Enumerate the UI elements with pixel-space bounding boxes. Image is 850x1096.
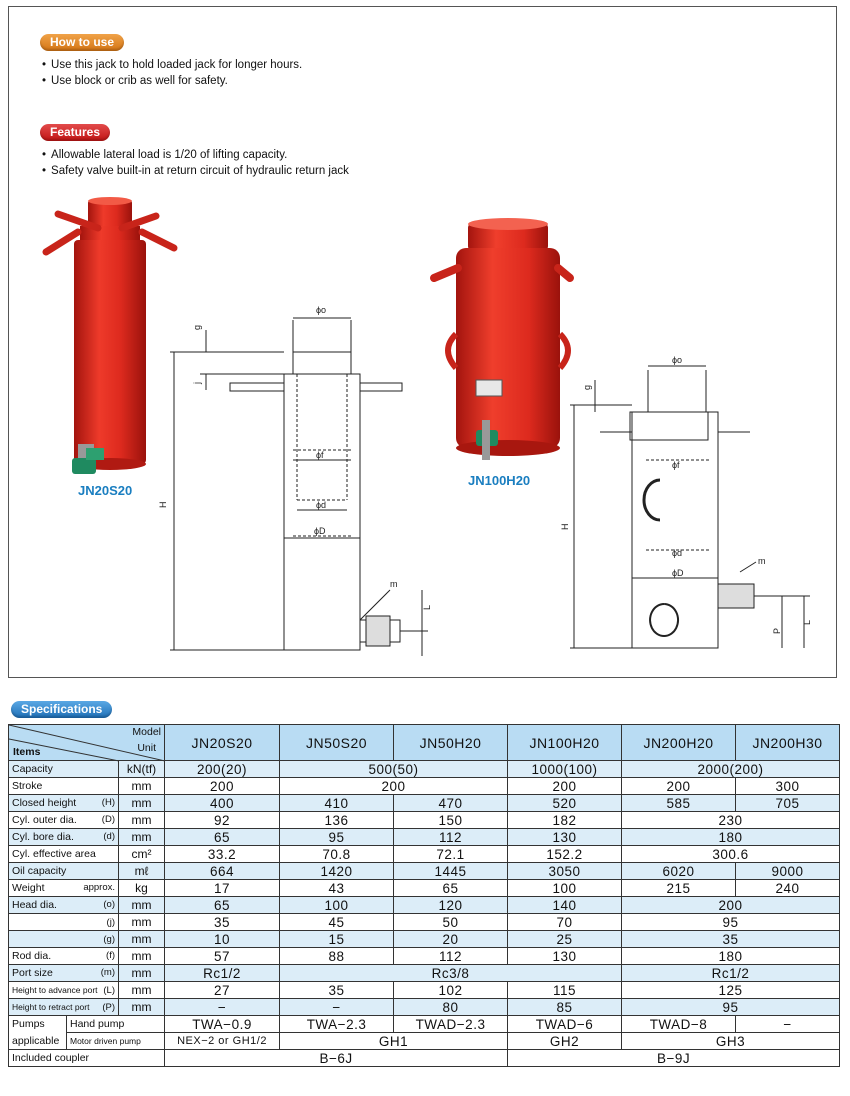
cell: 65 xyxy=(394,880,508,897)
table-row xyxy=(9,863,840,880)
table-row xyxy=(9,1033,840,1050)
cell: 95 xyxy=(280,829,394,846)
cell: 43 xyxy=(280,880,394,897)
cell: 585 xyxy=(622,795,736,812)
row-unit: mm xyxy=(119,999,165,1016)
cell: 35 xyxy=(280,982,394,999)
cell: 152.2 xyxy=(508,846,622,863)
cell: 80 xyxy=(394,999,508,1016)
cell: 3050 xyxy=(508,863,622,880)
cell: 25 xyxy=(508,931,622,948)
cell: 112 xyxy=(394,948,508,965)
cell: 300 xyxy=(736,778,840,795)
cell: 200 xyxy=(165,778,280,795)
model-header: JN200H20 xyxy=(622,725,736,761)
row-unit: mm xyxy=(119,897,165,914)
drawing-head xyxy=(293,352,351,374)
row-label: Pumps xyxy=(9,1016,67,1033)
corner-items-label: Items xyxy=(13,746,41,758)
row-unit: mm xyxy=(119,948,165,965)
cell: 112 xyxy=(394,829,508,846)
how-to-use-badge: How to use xyxy=(40,34,124,51)
table-row xyxy=(9,761,840,778)
features-item: • Safety valve built-in at return circuit of hydraulic return jack xyxy=(42,163,349,179)
cell: 200 xyxy=(622,897,840,914)
cell: 45 xyxy=(280,914,394,931)
row-unit: mm xyxy=(119,778,165,795)
cell: 27 xyxy=(165,982,280,999)
cell: 15 xyxy=(280,931,394,948)
cell: 215 xyxy=(622,880,736,897)
cell: 300.6 xyxy=(622,846,840,863)
cell: 1445 xyxy=(394,863,508,880)
cell: 6020 xyxy=(622,863,736,880)
cell: − xyxy=(280,999,394,1016)
table-row xyxy=(9,846,840,863)
row-label: Port size (m) xyxy=(9,965,119,982)
cell: 9000 xyxy=(736,863,840,880)
cell: 130 xyxy=(508,948,622,965)
row-label: Oil capacity xyxy=(9,863,119,880)
row-label: Included coupler xyxy=(9,1050,165,1067)
row-label: Cyl. effective area xyxy=(9,846,119,863)
row-sublabel: Motor driven pump xyxy=(67,1033,165,1050)
cell: 92 xyxy=(165,812,280,829)
cell: 35 xyxy=(622,931,840,948)
cell: 102 xyxy=(394,982,508,999)
cell: 57 xyxy=(165,948,280,965)
row-label: (g) xyxy=(9,931,119,948)
row-unit: mℓ xyxy=(119,863,165,880)
table-row xyxy=(9,897,840,914)
label2-L: L xyxy=(802,619,812,625)
label2-phi-d: ϕd xyxy=(672,548,683,558)
label2-phi-f: ϕf xyxy=(672,460,680,470)
cell: 180 xyxy=(622,948,840,965)
label2-H: H xyxy=(560,523,570,530)
row-label: Stroke xyxy=(9,778,119,795)
cell: 20 xyxy=(394,931,508,948)
cell: 400 xyxy=(165,795,280,812)
how-to-use-item: • Use block or crib as well for safety. xyxy=(42,73,302,89)
table-row xyxy=(9,829,840,846)
row-label: Cyl. bore dia. (d) xyxy=(9,829,119,846)
table-row xyxy=(9,795,840,812)
model-header: JN50H20 xyxy=(394,725,508,761)
label2-m: m xyxy=(758,556,766,566)
cell: 200(20) xyxy=(165,761,280,778)
cell: Rc3/8 xyxy=(280,965,622,982)
table-row xyxy=(9,1050,840,1067)
row-unit: mm xyxy=(119,982,165,999)
row-unit: mm xyxy=(119,914,165,931)
model-header: JN200H30 xyxy=(736,725,840,761)
cell: 88 xyxy=(280,948,394,965)
how-to-use-item: • Use this jack to hold loaded jack for longer hours. xyxy=(42,57,302,73)
cell: 705 xyxy=(736,795,840,812)
row-label: Height to retract port (P) xyxy=(9,999,119,1016)
jack-photo-jn100h20 xyxy=(428,212,578,474)
table-row xyxy=(9,999,840,1016)
label2-phi-o: ϕo xyxy=(672,355,683,365)
cell: 100 xyxy=(280,897,394,914)
drawing-cylinder xyxy=(284,374,360,650)
label-g: g xyxy=(192,324,202,330)
cell: 35 xyxy=(165,914,280,931)
cell: 200 xyxy=(622,778,736,795)
cell: 120 xyxy=(394,897,508,914)
cell: TWAD−2.3 xyxy=(394,1016,508,1033)
cell: NEX−2 or GH1/2 xyxy=(165,1033,280,1050)
cell: 180 xyxy=(622,829,840,846)
model-header: JN50S20 xyxy=(280,725,394,761)
cell: 125 xyxy=(622,982,840,999)
cell: TWAD−8 xyxy=(622,1016,736,1033)
label-phi-d: ϕd xyxy=(316,500,327,510)
cell: 230 xyxy=(622,812,840,829)
cell: 115 xyxy=(508,982,622,999)
technical-drawing-single-acting xyxy=(160,300,440,670)
cell: 664 xyxy=(165,863,280,880)
cell: 240 xyxy=(736,880,840,897)
table-row xyxy=(9,982,840,999)
row-unit: mm xyxy=(119,812,165,829)
specifications-table xyxy=(8,724,840,1067)
cell: 10 xyxy=(165,931,280,948)
row-unit: mm xyxy=(119,931,165,948)
label-H: H xyxy=(158,501,168,508)
how-to-use-list xyxy=(42,57,302,89)
row-label: (j) xyxy=(9,914,119,931)
row-label: Rod dia. (f) xyxy=(9,948,119,965)
cell: 150 xyxy=(394,812,508,829)
cell: 33.2 xyxy=(165,846,280,863)
cell: Rc1/2 xyxy=(622,965,840,982)
cell: 136 xyxy=(280,812,394,829)
row-label: Height to advance port (L) xyxy=(9,982,119,999)
cell: 130 xyxy=(508,829,622,846)
table-corner-cell xyxy=(9,725,165,761)
label2-phi-big-d: ϕD xyxy=(672,568,684,578)
cell: 410 xyxy=(280,795,394,812)
cell: − xyxy=(165,999,280,1016)
corner-model-label: Model xyxy=(132,726,162,738)
cell: 95 xyxy=(622,914,840,931)
cell: 17 xyxy=(165,880,280,897)
label2-g: g xyxy=(582,384,592,390)
label2-P: P xyxy=(772,627,782,634)
model-header: JN100H20 xyxy=(508,725,622,761)
row-unit: kg xyxy=(119,880,165,897)
row-sublabel: Hand pump xyxy=(67,1016,165,1033)
cell: 85 xyxy=(508,999,622,1016)
table-row xyxy=(9,1016,840,1033)
corner-unit-label: Unit xyxy=(137,742,157,754)
table-row xyxy=(9,880,840,897)
cell: Rc1/2 xyxy=(165,965,280,982)
cell: 200 xyxy=(508,778,622,795)
row-label: Capacity xyxy=(9,761,119,778)
technical-drawing-double-acting xyxy=(560,350,820,660)
cell: TWA−2.3 xyxy=(280,1016,394,1033)
cell: 2000(200) xyxy=(622,761,840,778)
row-label: Head dia. (o) xyxy=(9,897,119,914)
cell: B−6J xyxy=(165,1050,508,1067)
row-unit: cm² xyxy=(119,846,165,863)
cell: GH3 xyxy=(622,1033,840,1050)
model-header: JN20S20 xyxy=(165,725,280,761)
label-phi-o: ϕo xyxy=(316,305,327,315)
features-item: • Allowable lateral load is 1/20 of lifting capacity. xyxy=(42,147,349,163)
row-label: applicable xyxy=(9,1033,67,1050)
cell: GH1 xyxy=(280,1033,508,1050)
cell: TWA−0.9 xyxy=(165,1016,280,1033)
table-row xyxy=(9,812,840,829)
cell: 65 xyxy=(165,897,280,914)
cell: 70.8 xyxy=(280,846,394,863)
cell: 50 xyxy=(394,914,508,931)
cell: B−9J xyxy=(508,1050,840,1067)
table-row xyxy=(9,931,840,948)
table-row xyxy=(9,965,840,982)
cell: 1000(100) xyxy=(508,761,622,778)
specifications-badge: Specifications xyxy=(11,701,112,718)
row-label: Cyl. outer dia. (D) xyxy=(9,812,119,829)
cell: TWAD−6 xyxy=(508,1016,622,1033)
cell: 65 xyxy=(165,829,280,846)
cell: 1420 xyxy=(280,863,394,880)
row-label: Closed height (H) xyxy=(9,795,119,812)
row-unit: mm xyxy=(119,795,165,812)
product-caption-jn20s20: JN20S20 xyxy=(78,483,133,498)
label-j: j xyxy=(192,382,202,384)
cell: GH2 xyxy=(508,1033,622,1050)
product-caption-jn100h20: JN100H20 xyxy=(468,473,531,488)
row-unit: mm xyxy=(119,829,165,846)
table-row xyxy=(9,914,840,931)
cell: 70 xyxy=(508,914,622,931)
cell: 200 xyxy=(280,778,508,795)
table-header-row xyxy=(9,725,840,761)
cell: − xyxy=(736,1016,840,1033)
row-unit: kN(tf) xyxy=(119,761,165,778)
table-row xyxy=(9,778,840,795)
row-label: Weight approx. xyxy=(9,880,119,897)
label-phi-big-d: ϕD xyxy=(314,526,326,536)
row-unit: mm xyxy=(119,965,165,982)
cell: 520 xyxy=(508,795,622,812)
label-phi-f: ϕf xyxy=(316,450,324,460)
label-L: L xyxy=(422,604,432,610)
cell: 72.1 xyxy=(394,846,508,863)
cell: 182 xyxy=(508,812,622,829)
features-badge: Features xyxy=(40,124,110,141)
cell: 95 xyxy=(622,999,840,1016)
features-list xyxy=(42,147,349,179)
table-row xyxy=(9,948,840,965)
cell: 500(50) xyxy=(280,761,508,778)
cell: 140 xyxy=(508,897,622,914)
cell: 100 xyxy=(508,880,622,897)
cell: 470 xyxy=(394,795,508,812)
label-m: m xyxy=(390,579,398,589)
